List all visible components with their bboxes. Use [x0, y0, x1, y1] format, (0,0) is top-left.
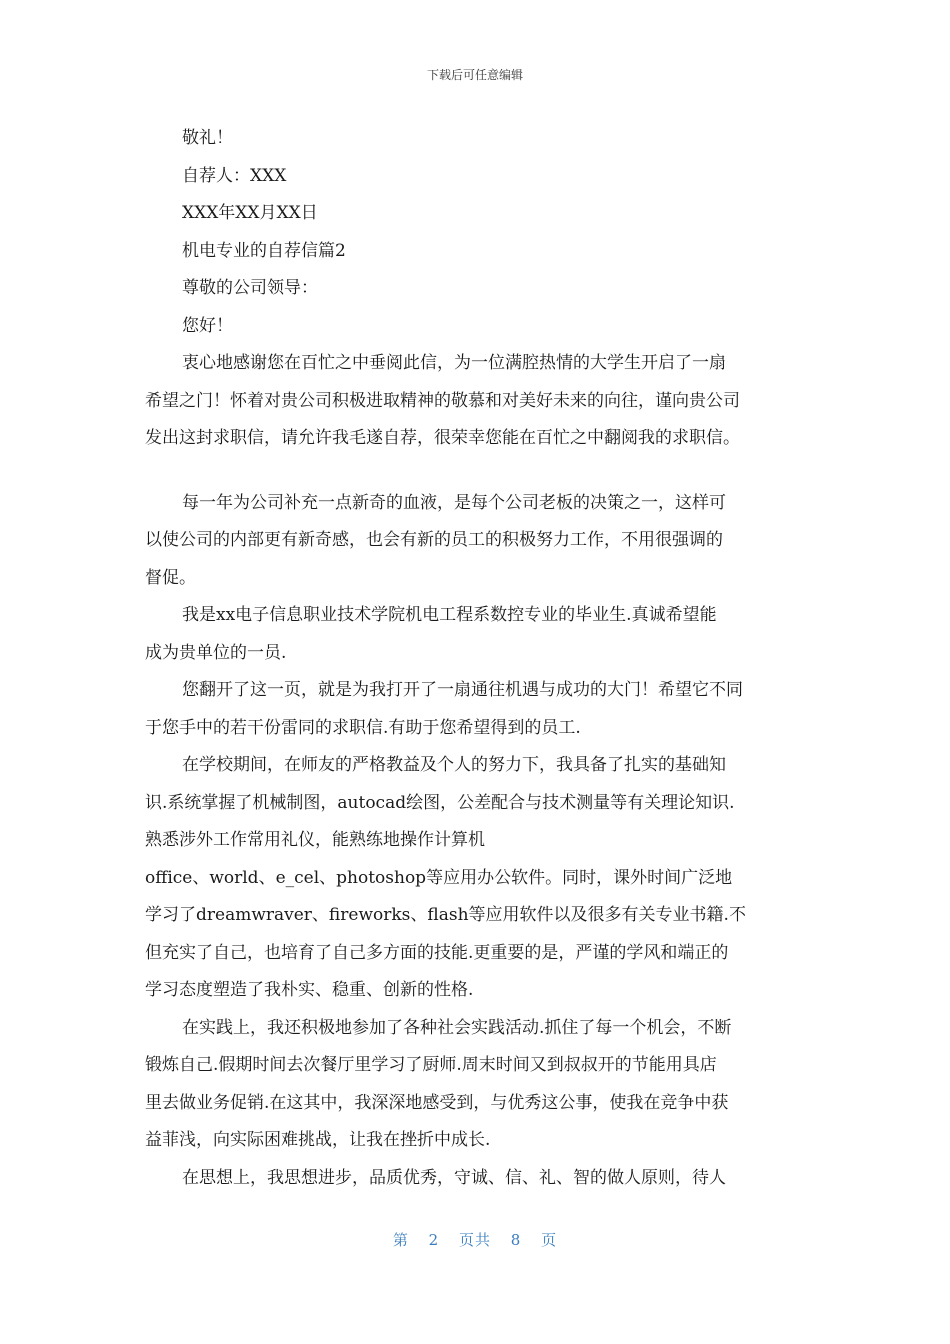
closing-salutation: 敬礼！ [182, 128, 233, 148]
greeting-recipient: 尊敬的公司领导： [182, 278, 318, 298]
paragraph-line: 熟悉涉外工作常用礼仪，能熟练地操作计算机 [145, 830, 485, 850]
signer-line: 自荐人：XXX [182, 165, 287, 186]
paragraph-line: 以使公司的内部更有新奇感，也会有新的员工的积极努力工作，不用很强调的 [145, 530, 723, 550]
date-line: XXX年XX月XX日 [182, 203, 318, 223]
paragraph-line: 里去做业务促销.在这其中，我深深地感受到，与优秀这公事，使我在竞争中获 [145, 1092, 729, 1113]
paragraph-line: 您翻开了这一页，就是为我打开了一扇通往机遇与成功的大门！希望它不同 [182, 680, 743, 700]
paragraph-line: 于您手中的若干份雷同的求职信.有助于您希望得到的员工. [145, 717, 581, 738]
paragraph-line: 学习态度塑造了我朴实、稳重、创新的性格. [145, 980, 474, 1000]
page-header: 下载后可任意编辑 [426, 68, 523, 82]
paragraph-line: 督促。 [145, 567, 196, 588]
paragraph-line: 识.系统掌握了机械制图，autocad绘图，公差配合与技术测量等有关理论知识. [145, 792, 735, 813]
paragraph-line: 希望之门！怀着对贵公司积极进取精神的敬慕和对美好未来的向往，谨向贵公司 [145, 390, 740, 411]
paragraph-line: 在实践上，我还积极地参加了各种社会实践活动.抓住了每一个机会，不断 [182, 1017, 732, 1038]
paragraph-line: 但充实了自己，也培育了自己多方面的技能.更重要的是，严谨的学风和端正的 [145, 942, 729, 963]
paragraph-line: office、world、e_cel、photoshop等应用办公软件。同时，课外时间广泛地 [145, 867, 733, 888]
paragraph-line: 衷心地感谢您在百忙之中垂阅此信，为一位满腔热情的大学生开启了一扇 [182, 353, 726, 373]
greeting-hello: 您好！ [182, 315, 233, 336]
paragraph-line: 在思想上，我思想进步，品质优秀，守诚、信、礼、智的做人原则，待人 [182, 1167, 726, 1188]
paragraph-line: 发出这封求职信，请允许我毛遂自荐，很荣幸您能在百忙之中翻阅我的求职信。 [145, 428, 740, 448]
paragraph-gap [145, 458, 805, 485]
paragraph-line: 我是xx电子信息职业技术学院机电工程系数控专业的毕业生.真诚希望能 [182, 605, 717, 625]
paragraph-line: 每一年为公司补充一点新奇的血液，是每个公司老板的决策之一，这样可 [182, 492, 726, 513]
paragraph-line: 在学校期间，在师友的严格教益及个人的努力下，我具备了扎实的基础知 [182, 755, 726, 775]
paragraph-line: 学习了dreamwraver、fireworks、flash等应用软件以及很多有关专业书籍.不 [145, 905, 746, 925]
paragraph-line: 益菲浅，向实际困难挑战，让我在挫折中成长. [145, 1130, 491, 1150]
document-body [145, 120, 805, 1197]
section-title: 机电专业的自荐信篇2 [182, 240, 346, 261]
page-footer: 第 2 页共 8 页 [392, 1231, 558, 1249]
paragraph-line: 成为贵单位的一员. [145, 642, 287, 663]
paragraph-line: 锻炼自己.假期时间去次餐厅里学习了厨师.周末时间又到叔叔开的节能用具店 [145, 1055, 717, 1075]
